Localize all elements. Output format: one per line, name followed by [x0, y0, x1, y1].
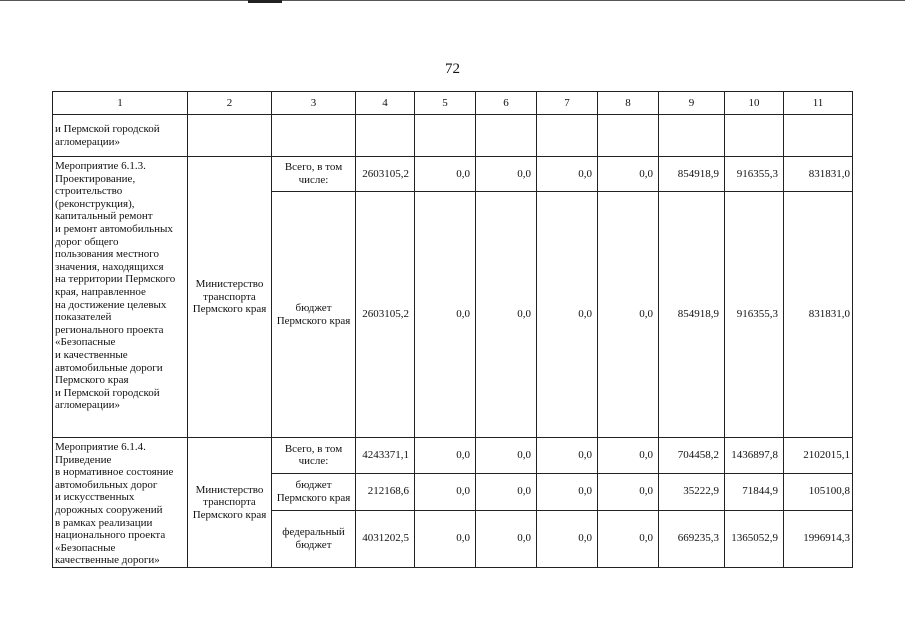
header-cell: 1	[53, 92, 188, 115]
value-cell: 2603105,2	[356, 192, 415, 438]
header-cell: 4	[356, 92, 415, 115]
measure-name: и Пермской городской агломерации»	[53, 115, 188, 157]
table-row	[53, 157, 853, 192]
empty-cell	[188, 115, 272, 157]
page-number: 72	[445, 61, 460, 77]
value-cell: 0,0	[415, 157, 476, 192]
continuation-row	[53, 115, 853, 157]
value-cell: 2603105,2	[356, 157, 415, 192]
funding-table	[52, 91, 853, 568]
value-cell: 831831,0	[784, 192, 853, 438]
value-cell: 854918,9	[659, 157, 725, 192]
value-cell: 0,0	[598, 157, 659, 192]
measure-name: Мероприятие 6.1.3. Проектирование, строительство (реконструкция), капитальный ремонт и ремонт автомобильных дорог общего пользования местного значения, находящихся на территории Пермского края, направленное на достижение целевых показателей регионального проекта «Безопасные и качественные автомобильные дороги Пермского края и Пермской городской агломерации»	[53, 157, 188, 438]
value-cell: 0,0	[476, 473, 537, 510]
header-cell: 9	[659, 92, 725, 115]
value-cell: 0,0	[537, 510, 598, 567]
funding-source: бюджет Пермского края	[272, 192, 356, 438]
value-cell: 0,0	[415, 510, 476, 567]
executor: Министерство транспорта Пермского края	[188, 438, 272, 568]
funding-source: Всего, в том числе:	[272, 438, 356, 474]
value-cell: 1996914,3	[784, 510, 853, 567]
executor: Министерство транспорта Пермского края	[188, 157, 272, 438]
value-cell: 0,0	[476, 438, 537, 474]
header-cell: 6	[476, 92, 537, 115]
value-cell: 0,0	[476, 192, 537, 438]
value-cell: 916355,3	[725, 192, 784, 438]
value-cell: 4243371,1	[356, 438, 415, 474]
header-cell: 2	[188, 92, 272, 115]
value-cell: 669235,3	[659, 510, 725, 567]
value-cell: 105100,8	[784, 473, 853, 510]
value-cell: 0,0	[598, 473, 659, 510]
value-cell: 4031202,5	[356, 510, 415, 567]
value-cell: 0,0	[415, 438, 476, 474]
table-row	[53, 438, 853, 474]
empty-cell	[537, 115, 598, 157]
empty-cell	[725, 115, 784, 157]
value-cell: 212168,6	[356, 473, 415, 510]
value-cell: 916355,3	[725, 157, 784, 192]
header-cell: 10	[725, 92, 784, 115]
funding-source: бюджет Пермского края	[272, 473, 356, 510]
value-cell: 854918,9	[659, 192, 725, 438]
value-cell: 0,0	[415, 192, 476, 438]
header-row	[53, 92, 853, 115]
empty-cell	[272, 115, 356, 157]
value-cell: 0,0	[476, 157, 537, 192]
header-cell: 8	[598, 92, 659, 115]
scan-edge	[0, 0, 905, 1]
value-cell: 1365052,9	[725, 510, 784, 567]
empty-cell	[356, 115, 415, 157]
value-cell: 704458,2	[659, 438, 725, 474]
funding-source: федеральный бюджет	[272, 510, 356, 567]
header-cell: 11	[784, 92, 853, 115]
value-cell: 0,0	[598, 510, 659, 567]
header-cell: 5	[415, 92, 476, 115]
value-cell: 71844,9	[725, 473, 784, 510]
empty-cell	[598, 115, 659, 157]
scan-mark	[248, 0, 282, 3]
value-cell: 831831,0	[784, 157, 853, 192]
funding-source: Всего, в том числе:	[272, 157, 356, 192]
value-cell: 0,0	[598, 438, 659, 474]
value-cell: 0,0	[537, 438, 598, 474]
value-cell: 0,0	[537, 192, 598, 438]
empty-cell	[784, 115, 853, 157]
value-cell: 0,0	[476, 510, 537, 567]
value-cell: 0,0	[537, 157, 598, 192]
value-cell: 0,0	[598, 192, 659, 438]
value-cell: 0,0	[415, 473, 476, 510]
header-cell: 7	[537, 92, 598, 115]
value-cell: 2102015,1	[784, 438, 853, 474]
measure-name: Мероприятие 6.1.4. Приведение в нормативное состояние автомобильных дорог и искусственных дорожных сооружений в рамках реализации национального проекта «Безопасные качественные дороги»	[53, 438, 188, 568]
empty-cell	[659, 115, 725, 157]
empty-cell	[415, 115, 476, 157]
value-cell: 1436897,8	[725, 438, 784, 474]
value-cell: 35222,9	[659, 473, 725, 510]
header-cell: 3	[272, 92, 356, 115]
value-cell: 0,0	[537, 473, 598, 510]
empty-cell	[476, 115, 537, 157]
